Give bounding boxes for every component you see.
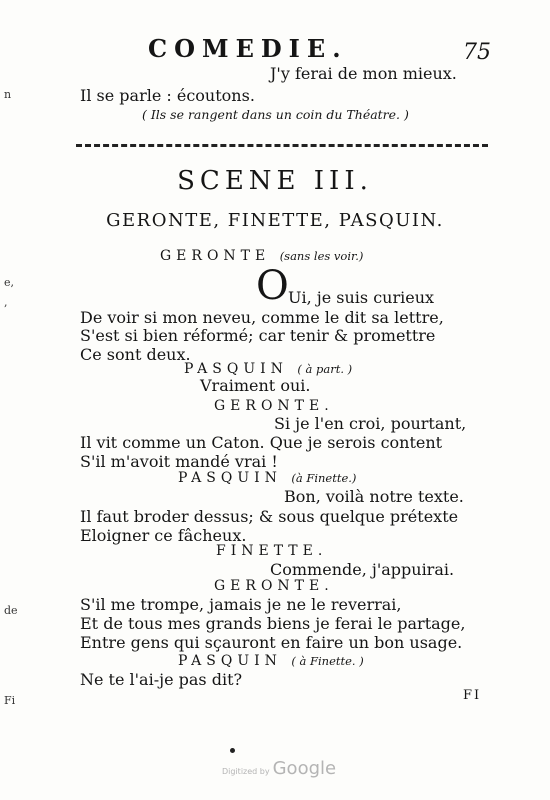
verse-line: S'il me trompe, jamais je ne le reverrai, xyxy=(80,595,402,614)
margin-fragment: n xyxy=(4,88,12,101)
character-list: GERONTE, FINETTE, PASQUIN. xyxy=(106,210,444,231)
stage-direction: ( Ils se rangent dans un coin du Théatre. ) xyxy=(142,107,409,122)
page-number: 75 xyxy=(463,40,491,65)
speaker-name xyxy=(178,653,364,669)
speaker-name xyxy=(178,470,356,486)
speaker-name: GERONTE. xyxy=(214,578,334,594)
margin-fragment: , xyxy=(4,296,8,309)
verse-line: Bon, voilà notre texte. xyxy=(284,487,464,506)
verse-line: Il se parle : écoutons. xyxy=(80,86,255,105)
margin-fragment: Fi xyxy=(4,694,16,707)
verse-line: Ce sont deux. xyxy=(80,345,191,364)
ink-mark xyxy=(230,748,235,753)
verse-line: Ne te l'ai-je pas dit? xyxy=(80,670,243,689)
drop-cap: O xyxy=(256,263,289,309)
speaker-name xyxy=(184,361,352,377)
verse-line: Entre gens qui sçauront en faire un bon usage. xyxy=(80,633,463,652)
margin-fragment: e, xyxy=(4,276,15,289)
verse-line: Il faut broder dessus; & sous quelque prétexte xyxy=(80,507,459,526)
verse-line: J'y ferai de mon mieux. xyxy=(270,64,457,83)
speaker-label: GERONTE xyxy=(160,248,271,264)
verse-line: S'il m'avoit mandé vrai ! xyxy=(80,452,278,471)
stage-direction: ( à Finette. ) xyxy=(291,654,364,668)
watermark-logo: Google xyxy=(272,758,337,779)
verse-line: Si je l'en croi, pourtant, xyxy=(274,414,467,433)
running-header: COMEDIE. xyxy=(148,34,348,63)
speaker-label: PASQUIN xyxy=(184,361,288,377)
verse-line: S'est si bien réformé; car tenir & promettre xyxy=(80,326,436,345)
speaker-label: PASQUIN xyxy=(178,470,282,486)
verse-line: Eloigner ce fâcheux. xyxy=(80,526,247,545)
google-watermark xyxy=(222,758,336,779)
speaker-name: GERONTE. xyxy=(214,398,334,414)
scene-title: SCENE III. xyxy=(177,166,373,196)
watermark-prefix: Digitized by xyxy=(222,767,270,776)
speaker-name: FINETTE. xyxy=(216,543,328,559)
verse-line: Et de tous mes grands biens je ferai le partage, xyxy=(80,614,466,633)
catchword: FI xyxy=(463,688,482,703)
verse-line: Ui, je suis curieux xyxy=(288,288,435,307)
speaker-name xyxy=(160,248,363,264)
verse-line: De voir si mon neveu, comme le dit sa lettre, xyxy=(80,308,444,327)
margin-fragment: de xyxy=(4,604,18,617)
verse-line: Commende, j'appuirai. xyxy=(270,560,455,579)
stage-direction: (sans les voir.) xyxy=(279,249,364,263)
stage-direction: (à Finette.) xyxy=(291,471,357,485)
stage-direction: ( à part. ) xyxy=(297,362,353,376)
speaker-label: PASQUIN xyxy=(178,653,282,669)
verse-line: Vraiment oui. xyxy=(200,376,311,395)
verse-line: Il vit comme un Caton. Que je serois content xyxy=(80,433,443,452)
section-rule xyxy=(76,144,488,147)
